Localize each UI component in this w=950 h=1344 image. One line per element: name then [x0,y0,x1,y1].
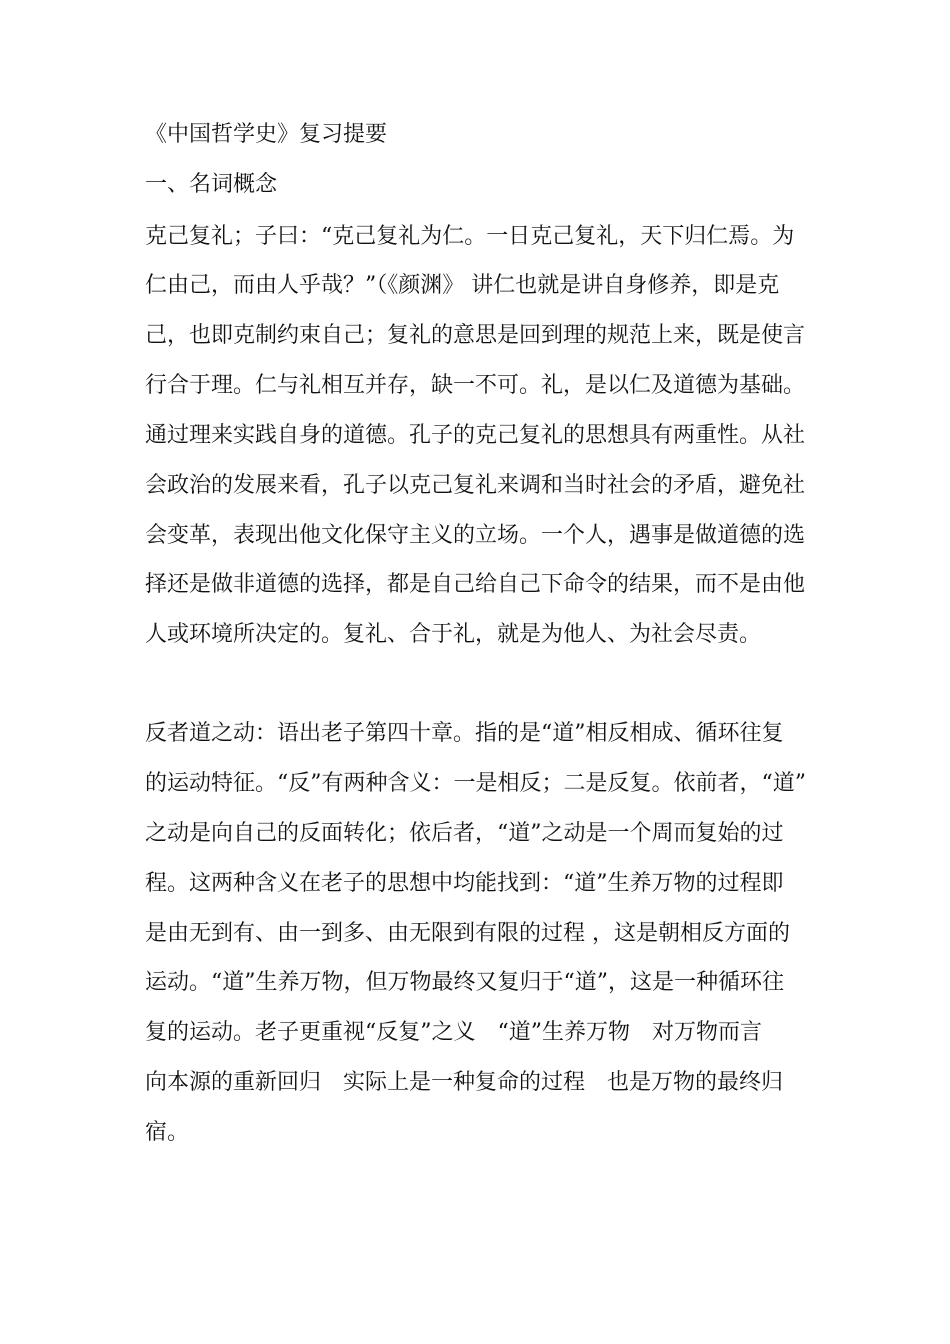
paragraph-line: 行合于理。仁与礼相互并存，缺一不可。礼，是以仁及道德为基础。 [145,373,806,398]
paragraph-line: 会政治的发展来看，孔子以克己复礼来调和当时社会的矛盾，避免社 [145,473,806,498]
section-heading: 一、名词概念 [145,172,278,197]
paragraph-line: 运动。“道”生养万物，但万物最终又复归于“道”，这是一种循环往 [145,970,784,995]
paragraph-line: 人或环境所决定的。复礼、合于礼，就是为他人、为社会尽责。 [145,622,762,647]
paragraph-line: 的运动特征。“反”有两种含义：一是相反；二是反复。依前者，“道” [145,771,806,796]
paragraph-line: 通过理来实践自身的道德。孔子的克己复礼的思想具有两重性。从社 [145,423,806,448]
paragraph-line: 是由无到有、由一到多、由无限到有限的过程 ，这是朝相反方面的 [145,921,790,946]
paragraph-line: 向本源的重新回归 实际上是一种复命的过程 也是万物的最终归 [145,1070,784,1095]
document-title: 《中国哲学史》复习提要 [145,122,388,147]
paragraph-line: 复的运动。老子更重视“反复”之义 “道”生养万物 对万物而言 [145,1020,762,1045]
paragraph-line: 克己复礼；子曰：“克己复礼为仁。一日克己复礼，天下归仁焉。为 [145,224,795,249]
paragraph-line: 之动是向自己的反面转化；依后者，“道”之动是一个周而复始的过 [145,821,784,846]
paragraph-line: 反者道之动：语出老子第四十章。指的是“道”相反相成、循环往复 [145,721,784,746]
paragraph-line: 宿。 [145,1120,190,1145]
paragraph-line: 会变革，表现出他文化保守主义的立场。一个人，遇事是做道德的选 [145,523,806,548]
paragraph-line: 仁由己，而由人乎哉？”（《颜渊》 讲仁也就是讲自身修养，即是克 [145,273,780,298]
paragraph-line: 己，也即克制约束自己；复礼的意思是回到理的规范上来，既是使言 [145,323,806,348]
paragraph-line: 程。这两种含义在老子的思想中均能找到：“道”生养万物的过程即 [145,871,784,896]
paragraph-line: 择还是做非道德的选择，都是自己给自己下命令的结果，而不是由他 [145,572,806,597]
